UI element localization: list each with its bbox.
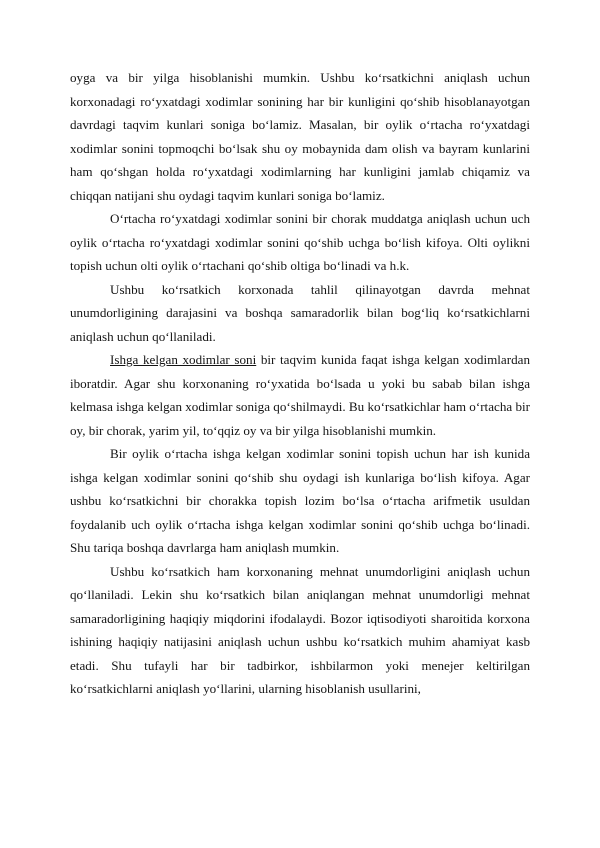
paragraph-6: Ushbu ko‘rsatkich ham korxonaning mehnat unumdorligini aniqlash uchun qo‘llaniladi. Lekin shu ko‘rsatkich bilan aniqlangan mehnat unumdorligi mehnat samaradorligining haqiqiy miqdorini ifodalaydi. Bozor iqtisodiyoti sharoitida korxona ishining haqiqiy natijasini aniqlash uchun ushbu ko‘rsatkich muhim ahamiyat kasb etadi. Shu tufayli har bir tadbirkor, ishbilarmon yoki menejer keltirilgan ko‘rsatkichlarni aniqlash yo‘llarini, ularning hisoblanish usullarini, [70,563,530,696]
paragraph-1: oyga va bir yilga hisoblanishi mumkin. Ushbu ko‘rsatkichni aniqlash uchun korxonadagi ro‘yxatdagi xodimlar sonining har bir kunligini qo‘shib hisoblanayotgan davrdagi taqvim kunlari soniga bo‘lamiz. Masalan, bir oylik o‘rtacha ro‘yxatdagi xodimlar sonini topmoqchi bo‘lsak shu oy mobaynida dam olish va bayram kunlarini ham qo‘shgan holda ro‘yxatdagi xodimlarning har kunligini jamlab chiqamiz va chiqqan natijani shu oydagi taqvim kunlari soniga bo‘lamiz. [70,70,530,203]
underlined-term: Ishga kelgan xodimlar soni [110,352,257,367]
paragraph-5: Bir oylik o‘rtacha ishga kelgan xodimlar sonini topish uchun har ish kunida ishga kelgan xodimlar sonini qo‘shib shu oydagi ish kunlariga bo‘lish kifoya. Agar ushbu ko‘rsatkichni bir chorakka topish lozim bo‘lsa o‘rtacha arifmetik usuldan foydalanib uch oylik o‘rtacha ishga kelgan xodimlar sonini qo‘shib uchga bo‘linadi. Shu tariqa boshqa davrlarga ham aniqlash mumkin. [70,446,530,555]
paragraph-3: Ushbu ko‘rsatkich korxonada tahlil qilinayotgan davrda mehnat unumdorligining darajasini va boshqa samaradorlik bilan bog‘liq ko‘rsatkichlarni aniqlash uchun qo‘llaniladi. [70,281,530,344]
paragraph-2: O‘rtacha ro‘yxatdagi xodimlar sonini bir chorak muddatga aniqlash uchun uch oylik o‘rtacha ro‘yxatdagi xodimlar sonini qo‘shib uchga bo‘lish kifoya. Olti oylikni topish uchun olti oylik o‘rtachani qo‘shib oltiga bo‘linadi va h.k. [70,211,530,273]
paragraph-4-text: bir taqvim kunida faqat ishga kelgan xodimlardan iboratdir. Agar shu korxonaning ro‘yxatida bo‘lsada u yoki bu sabab bilan ishga kelmasa ishga kelgan xodimlar soniga qo‘shilmaydi. Bu ko‘rsatkichlar ham o‘rtacha bir oy, bir chorak, yarim yil, to‘qqiz oy va bir yilga hisoblanishi mumkin. [70,352,531,438]
document-page [70,66,530,701]
paragraph-4 [70,348,530,442]
